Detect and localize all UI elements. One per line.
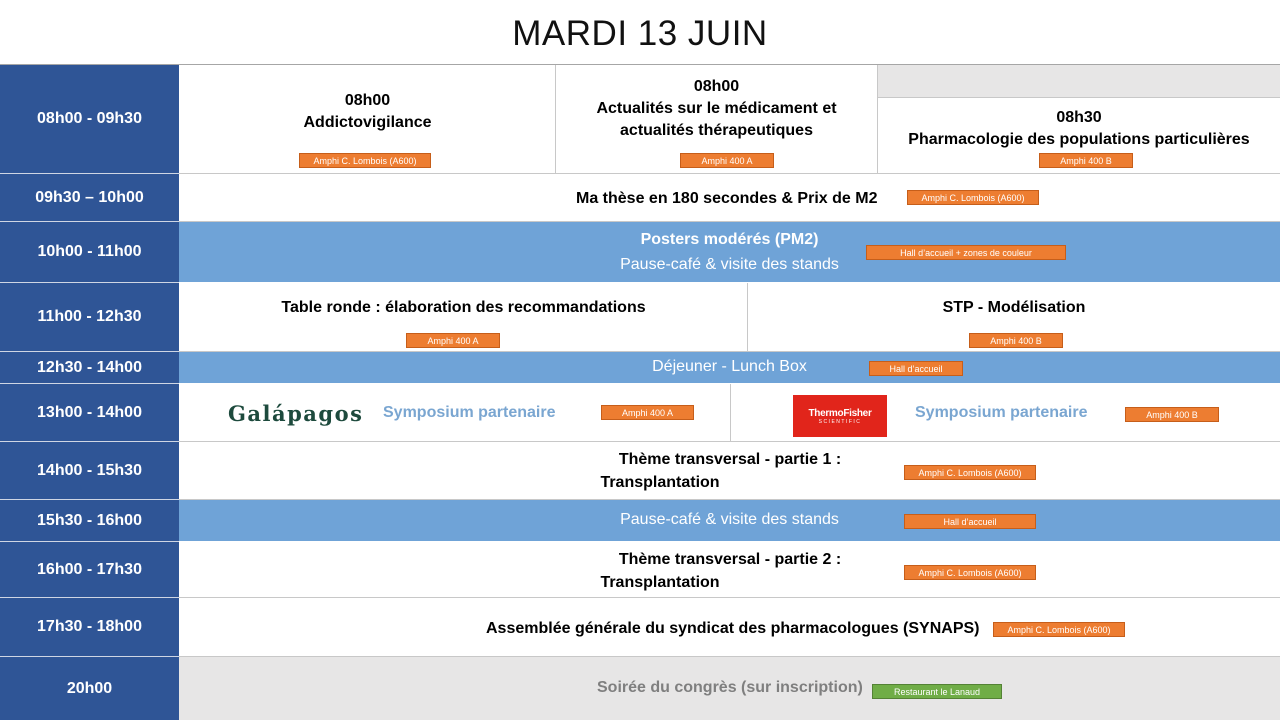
room-tag: Hall d’accueil + zones de couleur [866, 245, 1066, 260]
session-title: Déjeuner - Lunch Box [652, 358, 807, 375]
room-tag: Amphi 400 B [1125, 407, 1219, 422]
session-title: Pause-café & visite des stands [620, 511, 839, 528]
room-tag: Amphi 400 B [1039, 153, 1133, 168]
room-tag: Amphi 400 B [969, 333, 1063, 348]
session-title: Ma thèse en 180 secondes & Prix de M2 [576, 190, 878, 207]
session-title: Addictovigilance [303, 114, 432, 131]
logo-line2: SCIENTIFIC [818, 418, 862, 425]
time-slot: 14h00 - 15h30 [0, 442, 179, 500]
time-slot: 17h30 - 18h00 [0, 598, 179, 657]
time-slot: 13h00 - 14h00 [0, 384, 179, 442]
room-tag: Amphi C. Lombois (A600) [299, 153, 431, 168]
session-title: STP - Modélisation [942, 299, 1086, 316]
session-title-line1: Thème transversal - partie 1 : [618, 451, 842, 468]
page-title: MARDI 13 JUIN [512, 14, 768, 53]
room-tag: Hall d’accueil [904, 514, 1036, 529]
logo-line1: ThermoFisher [808, 407, 872, 419]
session-title: Table ronde : élaboration des recommandations [281, 299, 646, 316]
time-slot: 10h00 - 11h00 [0, 222, 179, 283]
session-start: 08h00 [693, 78, 740, 95]
session-title: Pharmacologie des populations particulières [908, 130, 1250, 148]
time-slot: 11h00 - 12h30 [0, 283, 179, 352]
session-title: Symposium partenaire [383, 404, 556, 421]
room-tag: Hall d’accueil [869, 361, 963, 376]
session-start: 08h00 [344, 92, 391, 109]
session-title: Assemblée générale du syndicat des pharmacologues (SYNAPS) [486, 620, 980, 637]
time-slot: 08h00 - 09h30 [0, 65, 179, 174]
thermofisher-logo [793, 395, 887, 437]
session-title-line2: actualités thérapeutiques [620, 122, 813, 139]
session-title: Posters modérés (PM2) [640, 231, 819, 248]
session-title: Soirée du congrès (sur inscription) [597, 679, 863, 696]
time-slot: 20h00 [0, 657, 179, 720]
time-slot: 16h00 - 17h30 [0, 542, 179, 598]
room-tag: Amphi C. Lombois (A600) [904, 565, 1036, 580]
room-tag: Amphi 400 A [601, 405, 694, 420]
time-slot: 15h30 - 16h00 [0, 500, 179, 542]
session-start: 08h30 [1056, 108, 1102, 126]
room-tag: Amphi 400 A [680, 153, 774, 168]
room-tag: Amphi C. Lombois (A600) [904, 465, 1036, 480]
room-tag: Restaurant le Lanaud [872, 684, 1002, 699]
room-tag: Amphi C. Lombois (A600) [907, 190, 1039, 205]
session-title-line1: Thème transversal - partie 2 : [618, 551, 842, 568]
room-tag: Amphi C. Lombois (A600) [993, 622, 1125, 637]
schedule-grid [0, 64, 1280, 720]
session-subtitle: Pause-café & visite des stands [620, 256, 839, 273]
session-title-line2: Transplantation [600, 574, 720, 591]
session-title-line2: Transplantation [600, 474, 720, 491]
session-title-line1: Actualités sur le médicament et [596, 100, 837, 117]
time-slot: 12h30 - 14h00 [0, 352, 179, 384]
galapagos-logo: Galápagos [228, 401, 364, 426]
empty-slot [878, 65, 1280, 97]
session-title: Symposium partenaire [915, 404, 1088, 421]
time-slot: 09h30 – 10h00 [0, 174, 179, 222]
room-tag: Amphi 400 A [406, 333, 500, 348]
